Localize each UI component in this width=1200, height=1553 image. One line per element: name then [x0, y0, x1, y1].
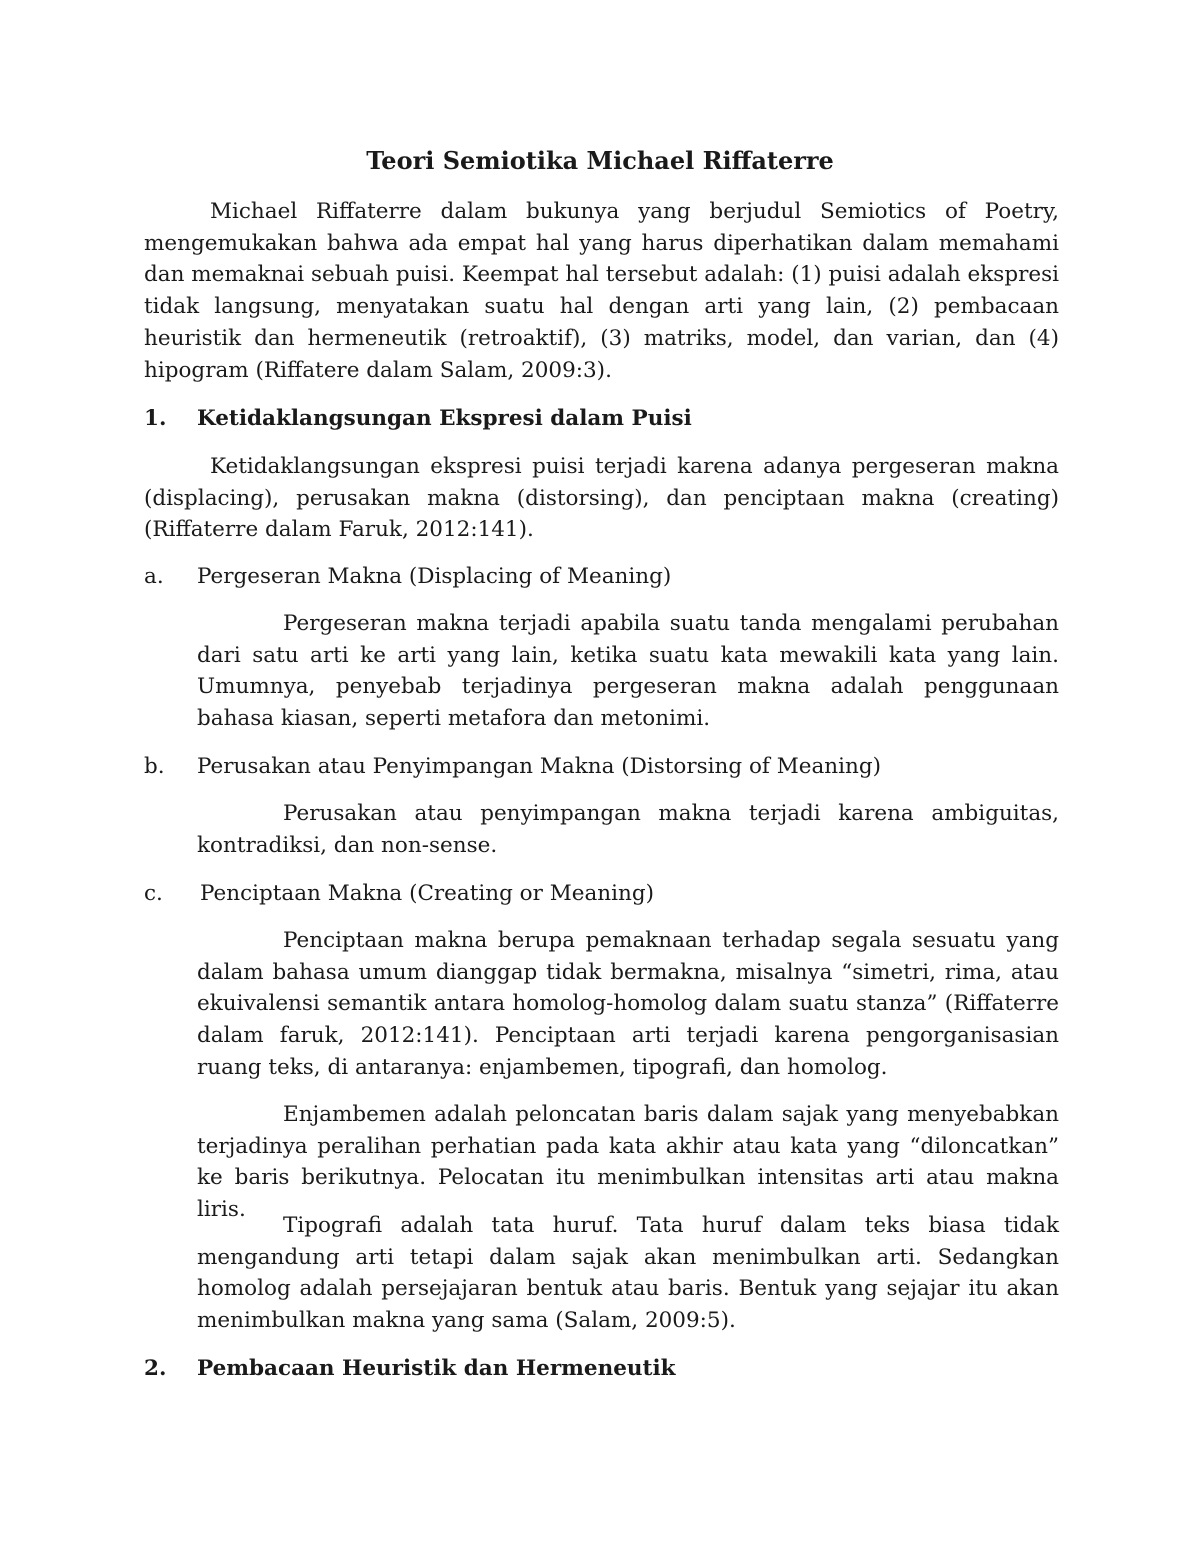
subsection-a-letter: a.	[144, 564, 164, 589]
subsection-b-text: Perusakan atau penyimpangan makna terjadi karena ambiguitas, kontradiksi, dan non-sense.	[197, 801, 1059, 858]
section-1-text: Ketidaklangsungan ekspresi puisi terjadi karena adanya pergeseran makna (displacing), perusakan makna (distorsing), dan penciptaan makna (creating) (Riffaterre dalam Faruk, 2012:141).	[144, 454, 1059, 543]
section-1-number: 1.	[144, 406, 167, 431]
page-title: Teori Semiotika Michael Riffaterre	[366, 146, 834, 175]
section-2-number: 2.	[144, 1356, 167, 1381]
subsection-c-paragraph-1	[197, 925, 1059, 1084]
intro-text: Michael Riffaterre dalam bukunya yang berjudul Semiotics of Poetry, mengemukakan bahwa ada empat hal yang harus diperhatikan dalam memahami dan memaknai sebuah puisi. Keempat hal tersebut adalah: (1) puisi adalah ekspresi tidak langsung, menyatakan suatu hal dengan arti yang lain, (2) pembacaan heuristik dan hermeneutik (retroaktif), (3) matriks, model, dan varian, dan (4) hipogram (Riffatere dalam Salam, 2009:3).	[144, 199, 1059, 383]
subsection-c-paragraph-2	[197, 1099, 1059, 1226]
subsection-b-title: Perusakan atau Penyimpangan Makna (Distorsing of Meaning)	[197, 754, 881, 779]
section-1-title: Ketidaklangsungan Ekspresi dalam Puisi	[197, 406, 692, 431]
subsection-c-text-1: Penciptaan makna berupa pemaknaan terhadap segala sesuatu yang dalam bahasa umum dianggap tidak bermakna, misalnya “simetri, rima, atau ekuivalensi semantik antara homolog-homolog dalam suatu stanza” (Riffaterre dalam faruk, 2012:141). Penciptaan arti terjadi karena pengorganisasian ruang teks, di antaranya: enjambemen, tipografi, dan homolog.	[197, 928, 1059, 1080]
subsection-c-title: Penciptaan Makna (Creating or Meaning)	[200, 881, 655, 906]
section-1-paragraph	[144, 451, 1059, 546]
subsection-a-text: Pergeseran makna terjadi apabila suatu tanda mengalami perubahan dari satu arti ke arti yang lain, ketika suatu kata mewakili kata yang lain. Umumnya, penyebab terjadinya pergeseran makna adalah penggunaan bahasa kiasan, seperti metafora dan metonimi.	[197, 611, 1059, 732]
subsection-c-paragraph-3	[197, 1210, 1059, 1337]
intro-paragraph	[144, 196, 1059, 386]
subsection-c-letter: c.	[144, 881, 163, 906]
subsection-c-text-2: Enjambemen adalah peloncatan baris dalam sajak yang menyebabkan terjadinya peralihan perhatian pada kata akhir atau kata yang “diloncatkan” ke baris berikutnya. Pelocatan itu menimbulkan intensitas arti atau makna liris.	[197, 1102, 1059, 1223]
section-2-title: Pembacaan Heuristik dan Hermeneutik	[197, 1356, 676, 1381]
subsection-a-title: Pergeseran Makna (Displacing of Meaning)	[197, 564, 672, 589]
subsection-b-letter: b.	[144, 754, 165, 779]
subsection-b-paragraph	[197, 798, 1059, 861]
subsection-c-text-3: Tipografi adalah tata huruf. Tata huruf dalam teks biasa tidak mengandung arti tetapi dalam sajak akan menimbulkan arti. Sedangkan homolog adalah persejajaran bentuk atau baris. Bentuk yang sejajar itu akan menimbulkan makna yang sama (Salam, 2009:5).	[197, 1213, 1059, 1334]
subsection-a-paragraph	[197, 608, 1059, 735]
